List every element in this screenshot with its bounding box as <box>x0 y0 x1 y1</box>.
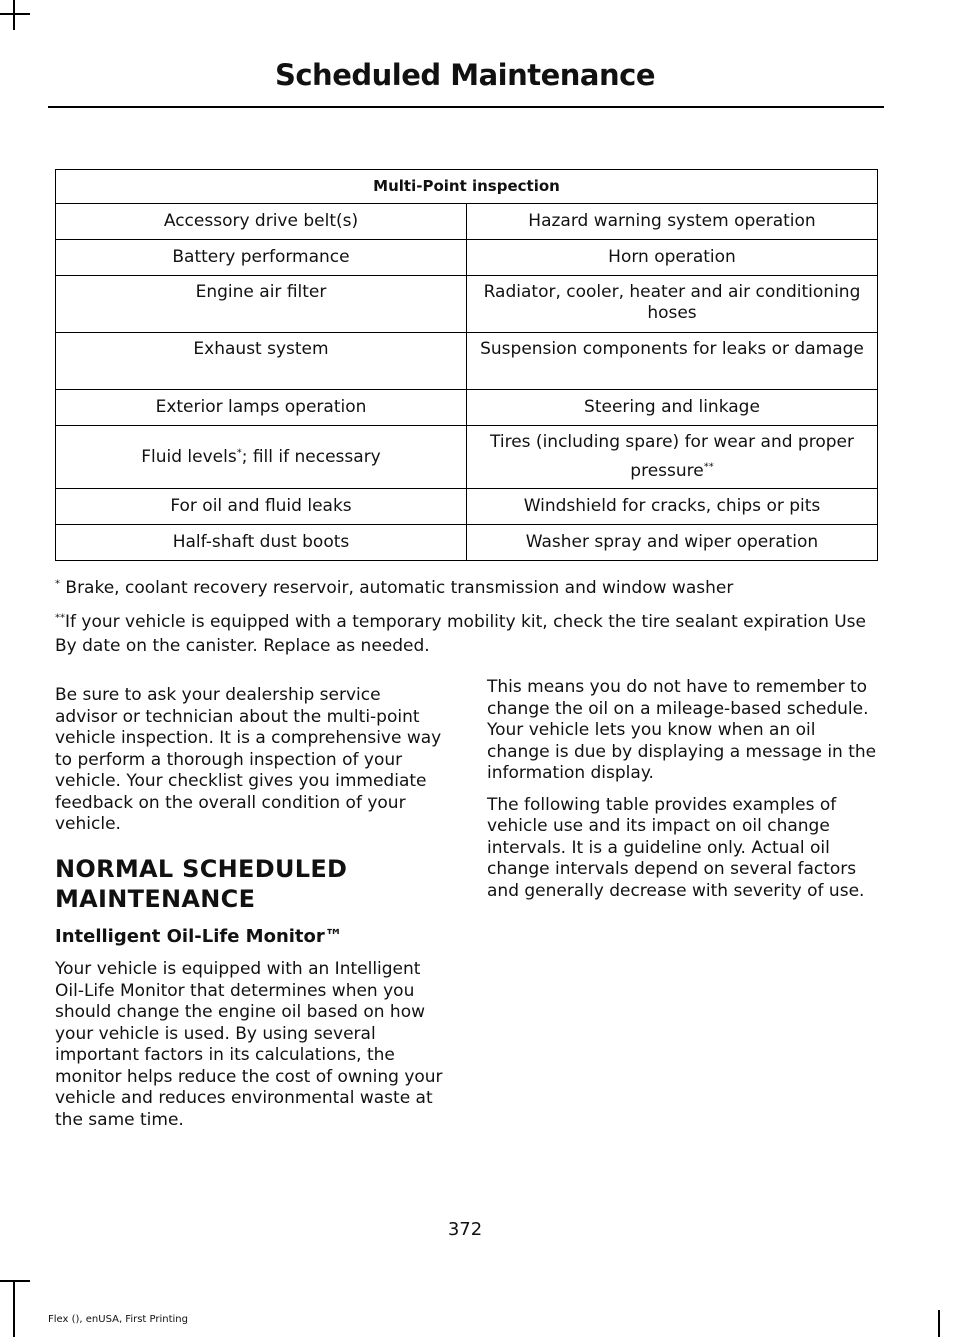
footnote-text: Brake, coolant recovery reservoir, automatic transmission and window washer <box>60 578 734 598</box>
multi-point-inspection-table <box>55 169 878 561</box>
table-row <box>56 333 878 390</box>
table-cell: Exhaust system <box>56 333 467 390</box>
subheading: Intelligent Oil-Life Monitor™ <box>55 925 343 947</box>
table-row <box>56 204 878 240</box>
footnote-1 <box>55 576 885 600</box>
table-row <box>56 426 878 489</box>
crop-mark-bottom-left <box>13 1280 15 1337</box>
table-cell: Steering and linkage <box>467 390 878 426</box>
body-paragraph: Your vehicle is equipped with an Intelligent Oil-Life Monitor that determines when you should change the engine oil based on how your vehicle is used. By using several important factors in its calculations, the monitor helps reduce the cost of owning your vehicle and reduces environmental waste at the same time. <box>55 959 443 1130</box>
body-paragraph: The following table provides examples of vehicle use and its impact on oil change intervals. It is a guideline only. Actual oil change intervals depend on several factors and generally decrease with severity of use. <box>487 794 865 901</box>
footer-text: Flex (), enUSA, First Printing <box>48 1314 188 1325</box>
cell-text: Fluid levels <box>141 446 237 467</box>
footnote-marker: * <box>55 578 60 590</box>
page-title: Scheduled Maintenance <box>274 58 656 92</box>
table-cell: Engine air filter <box>56 276 467 333</box>
table-header-row <box>56 170 878 204</box>
table-cell: Horn operation <box>467 240 878 276</box>
body-paragraph: This means you do not have to remember to change the oil on a mileage-based schedule. Your vehicle lets you know when an oil change is due by displaying a message in the information display. <box>487 677 877 783</box>
table-row <box>56 489 878 525</box>
table-cell <box>56 426 467 489</box>
footnote-marker: * <box>236 446 242 458</box>
table-cell: Hazard warning system operation <box>467 204 878 240</box>
crop-mark-bottom-left-h <box>0 1280 30 1282</box>
table-row <box>56 390 878 426</box>
table-header: Multi-Point inspection <box>56 170 878 204</box>
table-row <box>56 525 878 561</box>
footnote-text: If your vehicle is equipped with a temporary mobility kit, check the tire sealant expiration Use By date on the canister. Replace as needed. <box>55 612 867 656</box>
crop-mark-bottom-right <box>938 1310 940 1337</box>
table-cell: Accessory drive belt(s) <box>56 204 467 240</box>
page-number: 372 <box>447 1219 483 1240</box>
table-cell: Radiator, cooler, heater and air conditioning hoses <box>467 276 878 333</box>
cell-text: ; fill if necessary <box>241 446 381 467</box>
table-cell: Half-shaft dust boots <box>56 525 467 561</box>
footnote-2 <box>55 610 885 658</box>
cell-text: Tires (including spare) for wear and proper pressure <box>490 432 854 481</box>
right-column <box>487 677 879 912</box>
table-cell: Battery performance <box>56 240 467 276</box>
footnote-marker: ** <box>55 612 65 624</box>
table-row <box>56 276 878 333</box>
title-rule <box>48 106 884 108</box>
intro-paragraph: Be sure to ask your dealership service advisor or technician about the multi-point vehicle inspection. It is a comprehensive way to perform a thorough inspection of your vehicle. Your checklist gives you immediate feedback on the overall condition of your vehicle. <box>55 685 442 834</box>
left-column <box>55 685 447 1141</box>
crop-mark-top-left <box>13 0 15 30</box>
table-cell <box>467 426 878 489</box>
table-cell: Suspension components for leaks or damage <box>467 333 878 390</box>
table-cell: For oil and fluid leaks <box>56 489 467 525</box>
table-cell: Windshield for cracks, chips or pits <box>467 489 878 525</box>
table-cell: Washer spray and wiper operation <box>467 525 878 561</box>
section-heading: NORMAL SCHEDULED MAINTENANCE <box>55 854 348 913</box>
table-row <box>56 240 878 276</box>
crop-mark-top-left-h <box>0 13 30 15</box>
footnote-marker: ** <box>703 461 714 473</box>
table-cell: Exterior lamps operation <box>56 390 467 426</box>
